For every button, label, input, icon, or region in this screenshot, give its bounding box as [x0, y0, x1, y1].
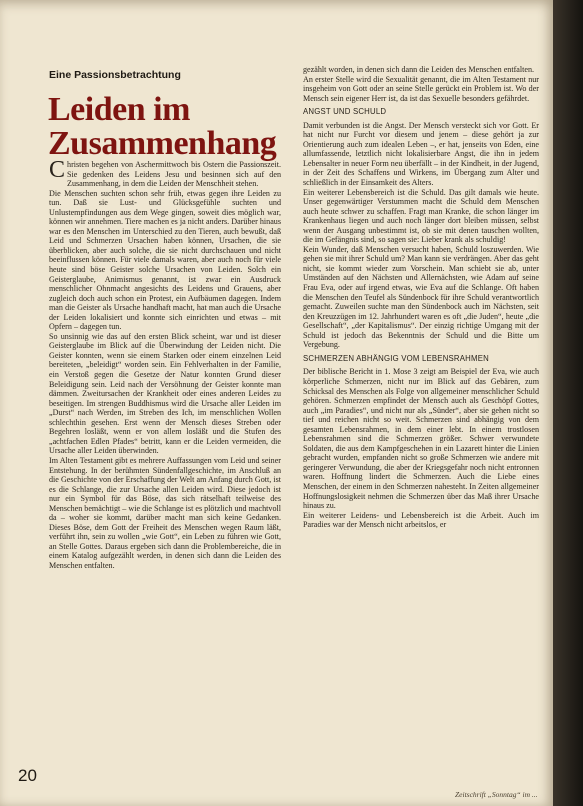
paragraph: Die Menschen suchten schon sehr früh, etwas gegen ihre Leiden zu tun. Daß sie Lust- und Glücksgefühle suchten und Unlustempfindungen aus dem Wege gingen, soweit dies möglich war, können wir annehmen. Tiere machen es ja nicht anders. Darüber hinaus war es den Menschen im Unterschied zu den Tieren, auch bewußt, daß Leid und Schmerzen Ursachen haben können, Ursachen, die sie überblicken, aber auch solche, die sie nicht durchschauen und nicht beeinflussen können. Für viele damals waren, aber auch noch für viele heute sind böse Geister solche Ursachen von Leiden. Solch ein Geisterglaube, Animismus genannt, ist zwar ein Ausdruck menschlicher Ohnmacht angesichts des Leidens und Grauens, aber zugleich doch auch schon ein Protest, ein Aufbäumen dagegen. Indem man die Geister als Ursache handhaft macht, hat man auch die Ursache der Leiden lokalisiert und konnte sich einrichten und etwas – mit Opfern – dagegen tun. [49, 188, 281, 332]
page-edge-shadow [553, 0, 583, 806]
section-heading-angst-und-schuld: ANGST UND SCHULD [303, 107, 387, 117]
paragraph: Ein weiterer Leidens- und Lebensbereich ist die Arbeit. Auch im Paradies war der Mensch nicht arbeitslos, er [303, 510, 539, 530]
footer-source: Zeitschrift „Sonntag“ im ... [455, 790, 538, 799]
article-kicker: Eine Passionsbetrachtung [49, 69, 181, 81]
article-headline [48, 93, 288, 161]
headline-line-2: Zusammenhang [48, 125, 277, 162]
paragraph: Im Alten Testament gibt es mehrere Auffassungen vom Leid und seiner Entstehung. In der berühmten Sündenfallgeschichte, im Anschluß an die Geschichte von der Erschaffung der Welt am Anfang durch Gott, ist es die Schlange, die zur Ursache allen Leiden wird. Diese jedoch ist nur ein Symbol für das Böse, das sich rätselhaft teilweise des Menschen bemächtigt – wie die Schlange ist es plötzlich und machtvoll da – woher sie kommt, darüber macht man sich keine Gedanken. Dieses Böse, dem Gott der Freiheit des Menschen wegen Raum läßt, verführt ihn, sein zu wollen „wie Gott“, ein Leben zu führen wie Gott, an Stelle Gottes. Daraus ergeben sich dann die Problembereiche, die in einem Katalog aufgezählt werden, in denen sich dann die Leiden des Menschen entfalten. [49, 455, 281, 570]
paragraph: Damit verbunden ist die Angst. Der Mensch versteckt sich vor Gott. Er hat nicht nur Furcht vor diesem und jenem – diese gehört ja zur Orientierung auch zum idealen Leben –, er hat, jenseits von Eden, eine allumfassende, letztlich nicht lokalisierbare Angst, die ihn in jedem Lebensalter in neuer Form neu überfällt – in der Kindheit, in der Jugend, in der Zeit des Schaffens und Wirkens, im Übergang zum Alter und schließlich in der Einsamkeit des Alters. [303, 120, 539, 188]
paragraph: gezählt worden, in denen sich dann die Leiden des Menschen entfalten. [303, 65, 535, 74]
paragraph: Ein weiterer Lebensbereich ist die Schuld. Das gilt damals wie heute. Unser gegenwärtiger Verstummen macht die Schuld dem Menschen auch heute schwer zu schaffen. Fragt man Kranke, die schon länger im Krankenhaus liegen und auch noch länger dort bleiben müssen, selbst wenn der Ausgang unbestimmt ist, ob sie mit denen tauschen wollten, die im Gefängnis sind, so sagen sie: Lieber krank als schuldig! [303, 187, 539, 245]
left-column [49, 157, 281, 571]
paragraph: So unsinnig wie das auf den ersten Blick scheint, war und ist dieser Geisterglaube im Blick auf die Überwindung der Leiden nicht. Die Geister konnten, wenn sie einem Starken oder einem einzelnen Leid bereiteten, „beleidigt“ worden sein. Ein Fehlverhalten in der Familie, ein Verstoß gegen die Gesetze der Natur konnten Grund dieser Beleidigung sein. Leid nach der Versöhnung der Geister konnte man dämmen. Zweitursachen der Krankheit oder eines anderen Leides zu beseitigen. Im strengen Buddhismus wird die Ursache aller Leiden im „Durst“ nach Werden, im Streben des Ich, im menschlichen Wollen schlechthin gesehen. Erst wenn der Mensch dieses Streben oder Begehren losläßt, wenn er von allem losläßt und die Stufen des „achtfachen Edlen Pfades“ betritt, kann er die Leiden vermeiden, die Ursache aller Leiden überwinden. [49, 331, 281, 456]
paragraph: Kein Wunder, daß Menschen versucht haben, Schuld loszuwerden. Wie gehen sie mit ihrer Schuld um? Man kann sie verdrängen. Aber das geht nicht, sie kommt wieder zum Vorschein. Man schiebt sie ab, unter Umständen auf den Nächsten und Allernächsten, wie Adam auf seine Frau Eva, oder auf irgend etwas, wie Eva auf die Schlange. Oft haben die Menschen den Teufel als Sündenbock für ihre Schuld verantwortlich gemacht. Zuweilen suchte man den Sündenbock auch im Nächsten, seit den Kreuzzügen im 12. Jahrhundert waren es oft „die Juden“, heute „die Gesellschaft“, „der Kapitalismus“. Der einzig richtige Umgang mit der Schuld ist jedoch das Bekenntnis der Schuld und die Bitte um Vergebung. [303, 244, 539, 350]
headline-line-1: Leiden im [48, 91, 190, 128]
section-heading-schmerzen: SCHMERZEN ABHÄNGIG VOM LEBENSRAHMEN [303, 353, 489, 363]
paragraph: Christen begehen von Aschermittwoch bis Ostern die Passionszeit. Sie gedenken des Leidens Jesu und besinnen sich auf den Zusammenhang, in dem die Leiden der Menschheit stehen. [49, 157, 281, 189]
page-number: 20 [18, 766, 37, 785]
paragraph: Der biblische Bericht in 1. Mose 3 zeigt am Beispiel der Eva, wie auch körperliche Schmerzen, nicht nur im Blick auf das Gebären, zum Schicksal des Menschen als Folge von allgemeiner menschlicher Schuld gehören. Schmerzen empfindet der Mensch auch als Geschöpf Gottes, auch „im Paradies“, und nicht nur als „Sünder“, aber sie gehen nicht so tief und reichen nicht so weit. Schmerzen sind abhängig von dem gesamten Lebensrahmen, in dem einer lebt. In einem trostlosen Lebensrahmen sind die Schmerzen größer. Schwer verwundete Soldaten, die aus dem Kampfgeschehen in ein Lazarett hinter die Linien gebracht wurden, empfanden nicht so große Schmerzen wie andere mit geringerer Verwundung, die aber der Kriegsgefahr noch nicht entronnen waren. Hoffnung lindert die Schmerzen. Auch die Liebe eines Menschen, der einem in den Schmerzen nahesteht. In Zeiten allgemeiner Hoffnungslosigkeit nehmen die Schmerzen über das Maß ihrer Ursache hinaus zu. [303, 367, 539, 511]
paragraph: An erster Stelle wird die Sexualität genannt, die im Alten Testament nur insgeheim von Gott oder an seine Stelle gerückt ein Problem ist. Wo der Mensch sein eigener Herr ist, da ist das Sexuelle besonders gefährdet. [303, 74, 539, 103]
right-column [303, 65, 539, 530]
